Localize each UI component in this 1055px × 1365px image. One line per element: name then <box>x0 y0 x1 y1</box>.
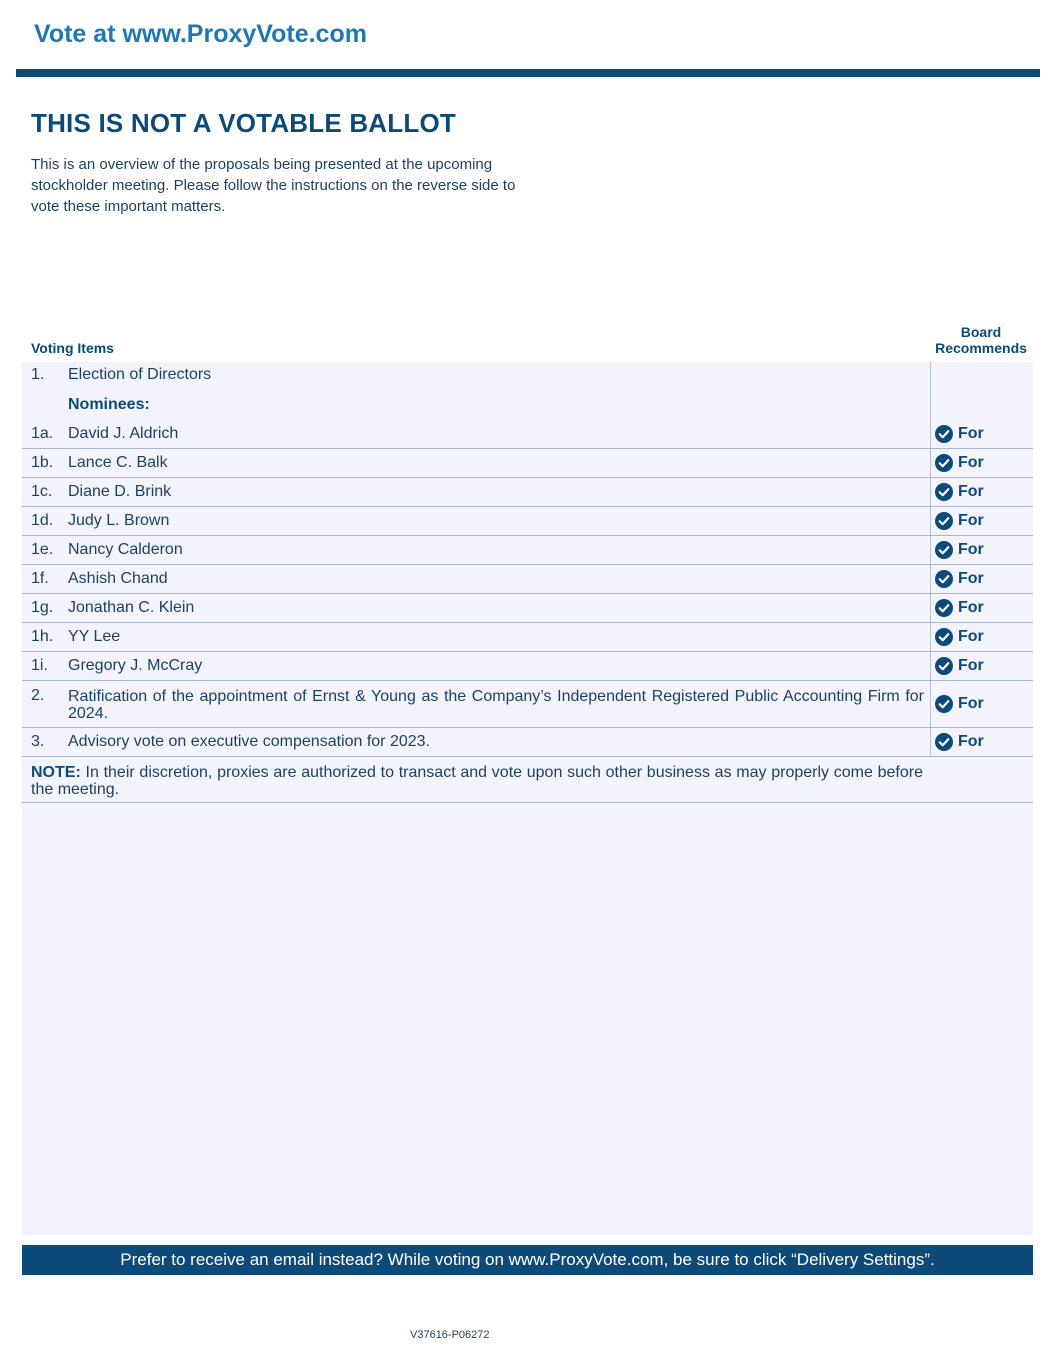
check-circle-icon <box>935 695 953 713</box>
recommendation <box>935 733 984 751</box>
check-circle-icon <box>935 483 953 501</box>
nominee-name: Judy L. Brown <box>68 512 170 529</box>
item-row-say-on-pay <box>22 728 1033 757</box>
recommendation <box>935 512 984 530</box>
nominee-number: 1g. <box>31 599 54 616</box>
recommendation-label: For <box>958 657 984 674</box>
note-label: NOTE: <box>31 764 81 781</box>
item-number: 3. <box>31 733 45 750</box>
recommendation <box>935 425 984 443</box>
recommendation-label: For <box>958 512 984 529</box>
item-text: Advisory vote on executive compensation for 2023. <box>68 733 430 750</box>
nominee-number: 1f. <box>31 570 49 587</box>
nominee-number: 1c. <box>31 483 53 500</box>
item-text: Ratification of the appointment of Ernst & Young as the Company’s Independent Registered Public Accounting Firm for 2024. <box>68 688 924 722</box>
check-circle-icon <box>935 541 953 559</box>
nominee-name: Jonathan C. Klein <box>68 599 195 616</box>
note-text <box>31 764 923 798</box>
nominee-number: 1e. <box>31 541 54 558</box>
nominee-row <box>22 478 1033 507</box>
check-circle-icon <box>935 425 953 443</box>
check-circle-icon <box>935 570 953 588</box>
board-header-line1: Board <box>960 324 1002 340</box>
recommendation-label: For <box>958 483 984 500</box>
item-row-election <box>22 366 1033 388</box>
item-text: Election of Directors <box>68 366 212 383</box>
nominee-row <box>22 536 1033 565</box>
recommendation <box>935 628 984 646</box>
page-heading: THIS IS NOT A VOTABLE BALLOT <box>31 108 456 138</box>
nominee-number: 1d. <box>31 512 54 529</box>
item-number: 1. <box>31 366 45 383</box>
nominee-name: YY Lee <box>68 628 121 645</box>
recommendation-label: For <box>958 541 984 558</box>
check-circle-icon <box>935 733 953 751</box>
recommendation <box>935 483 984 501</box>
nominee-name: Diane D. Brink <box>68 483 172 500</box>
nominee-row <box>22 623 1033 652</box>
note-body: In their discretion, proxies are authorized to transact and vote upon such other business as may properly come before the meeting. <box>31 764 923 798</box>
document-code: V37616-P06272 <box>410 1329 490 1341</box>
recommendation <box>935 541 984 559</box>
nominee-row <box>22 565 1033 594</box>
recommendation-label: For <box>958 628 984 645</box>
nominees-label: Nominees: <box>68 396 150 413</box>
nominee-number: 1a. <box>31 425 54 442</box>
nominee-row <box>22 449 1033 478</box>
nominee-name: Gregory J. McCray <box>68 657 203 674</box>
nominee-row <box>22 420 1033 449</box>
note-rule <box>22 802 1033 803</box>
recommendation-label: For <box>958 733 984 750</box>
nominee-name: David J. Aldrich <box>68 425 179 442</box>
item-row-ratification <box>22 681 1033 728</box>
recommendation-label: For <box>958 425 984 442</box>
nominee-name: Nancy Calderon <box>68 541 183 558</box>
recommendation-label: For <box>958 454 984 471</box>
intro-text: This is an overview of the proposals being presented at the upcoming stockholder meeting. Please follow the instructions on the reverse side to vote these important matters. <box>31 156 516 215</box>
nominee-row <box>22 594 1033 623</box>
board-header-line2: Recommends <box>935 340 1027 356</box>
recommendation-label: For <box>958 599 984 616</box>
check-circle-icon <box>935 599 953 617</box>
nominee-name: Ashish Chand <box>68 570 168 587</box>
recommendation <box>935 695 984 713</box>
voting-items-header: Voting Items <box>31 340 114 356</box>
proxyvote-header-title: Vote at www.ProxyVote.com <box>34 20 367 48</box>
check-circle-icon <box>935 454 953 472</box>
recommendation <box>935 599 984 617</box>
nominee-row <box>22 507 1033 536</box>
nominee-number: 1b. <box>31 454 54 471</box>
recommendation <box>935 570 984 588</box>
board-recommends-header <box>928 324 1034 356</box>
nominee-number: 1h. <box>31 628 54 645</box>
nominees-label-row <box>22 396 1033 418</box>
nominee-name: Lance C. Balk <box>68 454 168 471</box>
delivery-settings-banner: Prefer to receive an email instead? While voting on www.ProxyVote.com, be sure to click “Delivery Settings”. <box>22 1245 1033 1275</box>
nominee-row <box>22 652 1033 681</box>
check-circle-icon <box>935 628 953 646</box>
item-number: 2. <box>31 687 45 704</box>
recommendation <box>935 454 984 472</box>
recommendation-label: For <box>958 570 984 587</box>
check-circle-icon <box>935 657 953 675</box>
check-circle-icon <box>935 512 953 530</box>
header-rule <box>16 69 1040 77</box>
recommendation <box>935 657 984 675</box>
nominee-number: 1i. <box>31 657 48 674</box>
recommendation-label: For <box>958 695 984 712</box>
